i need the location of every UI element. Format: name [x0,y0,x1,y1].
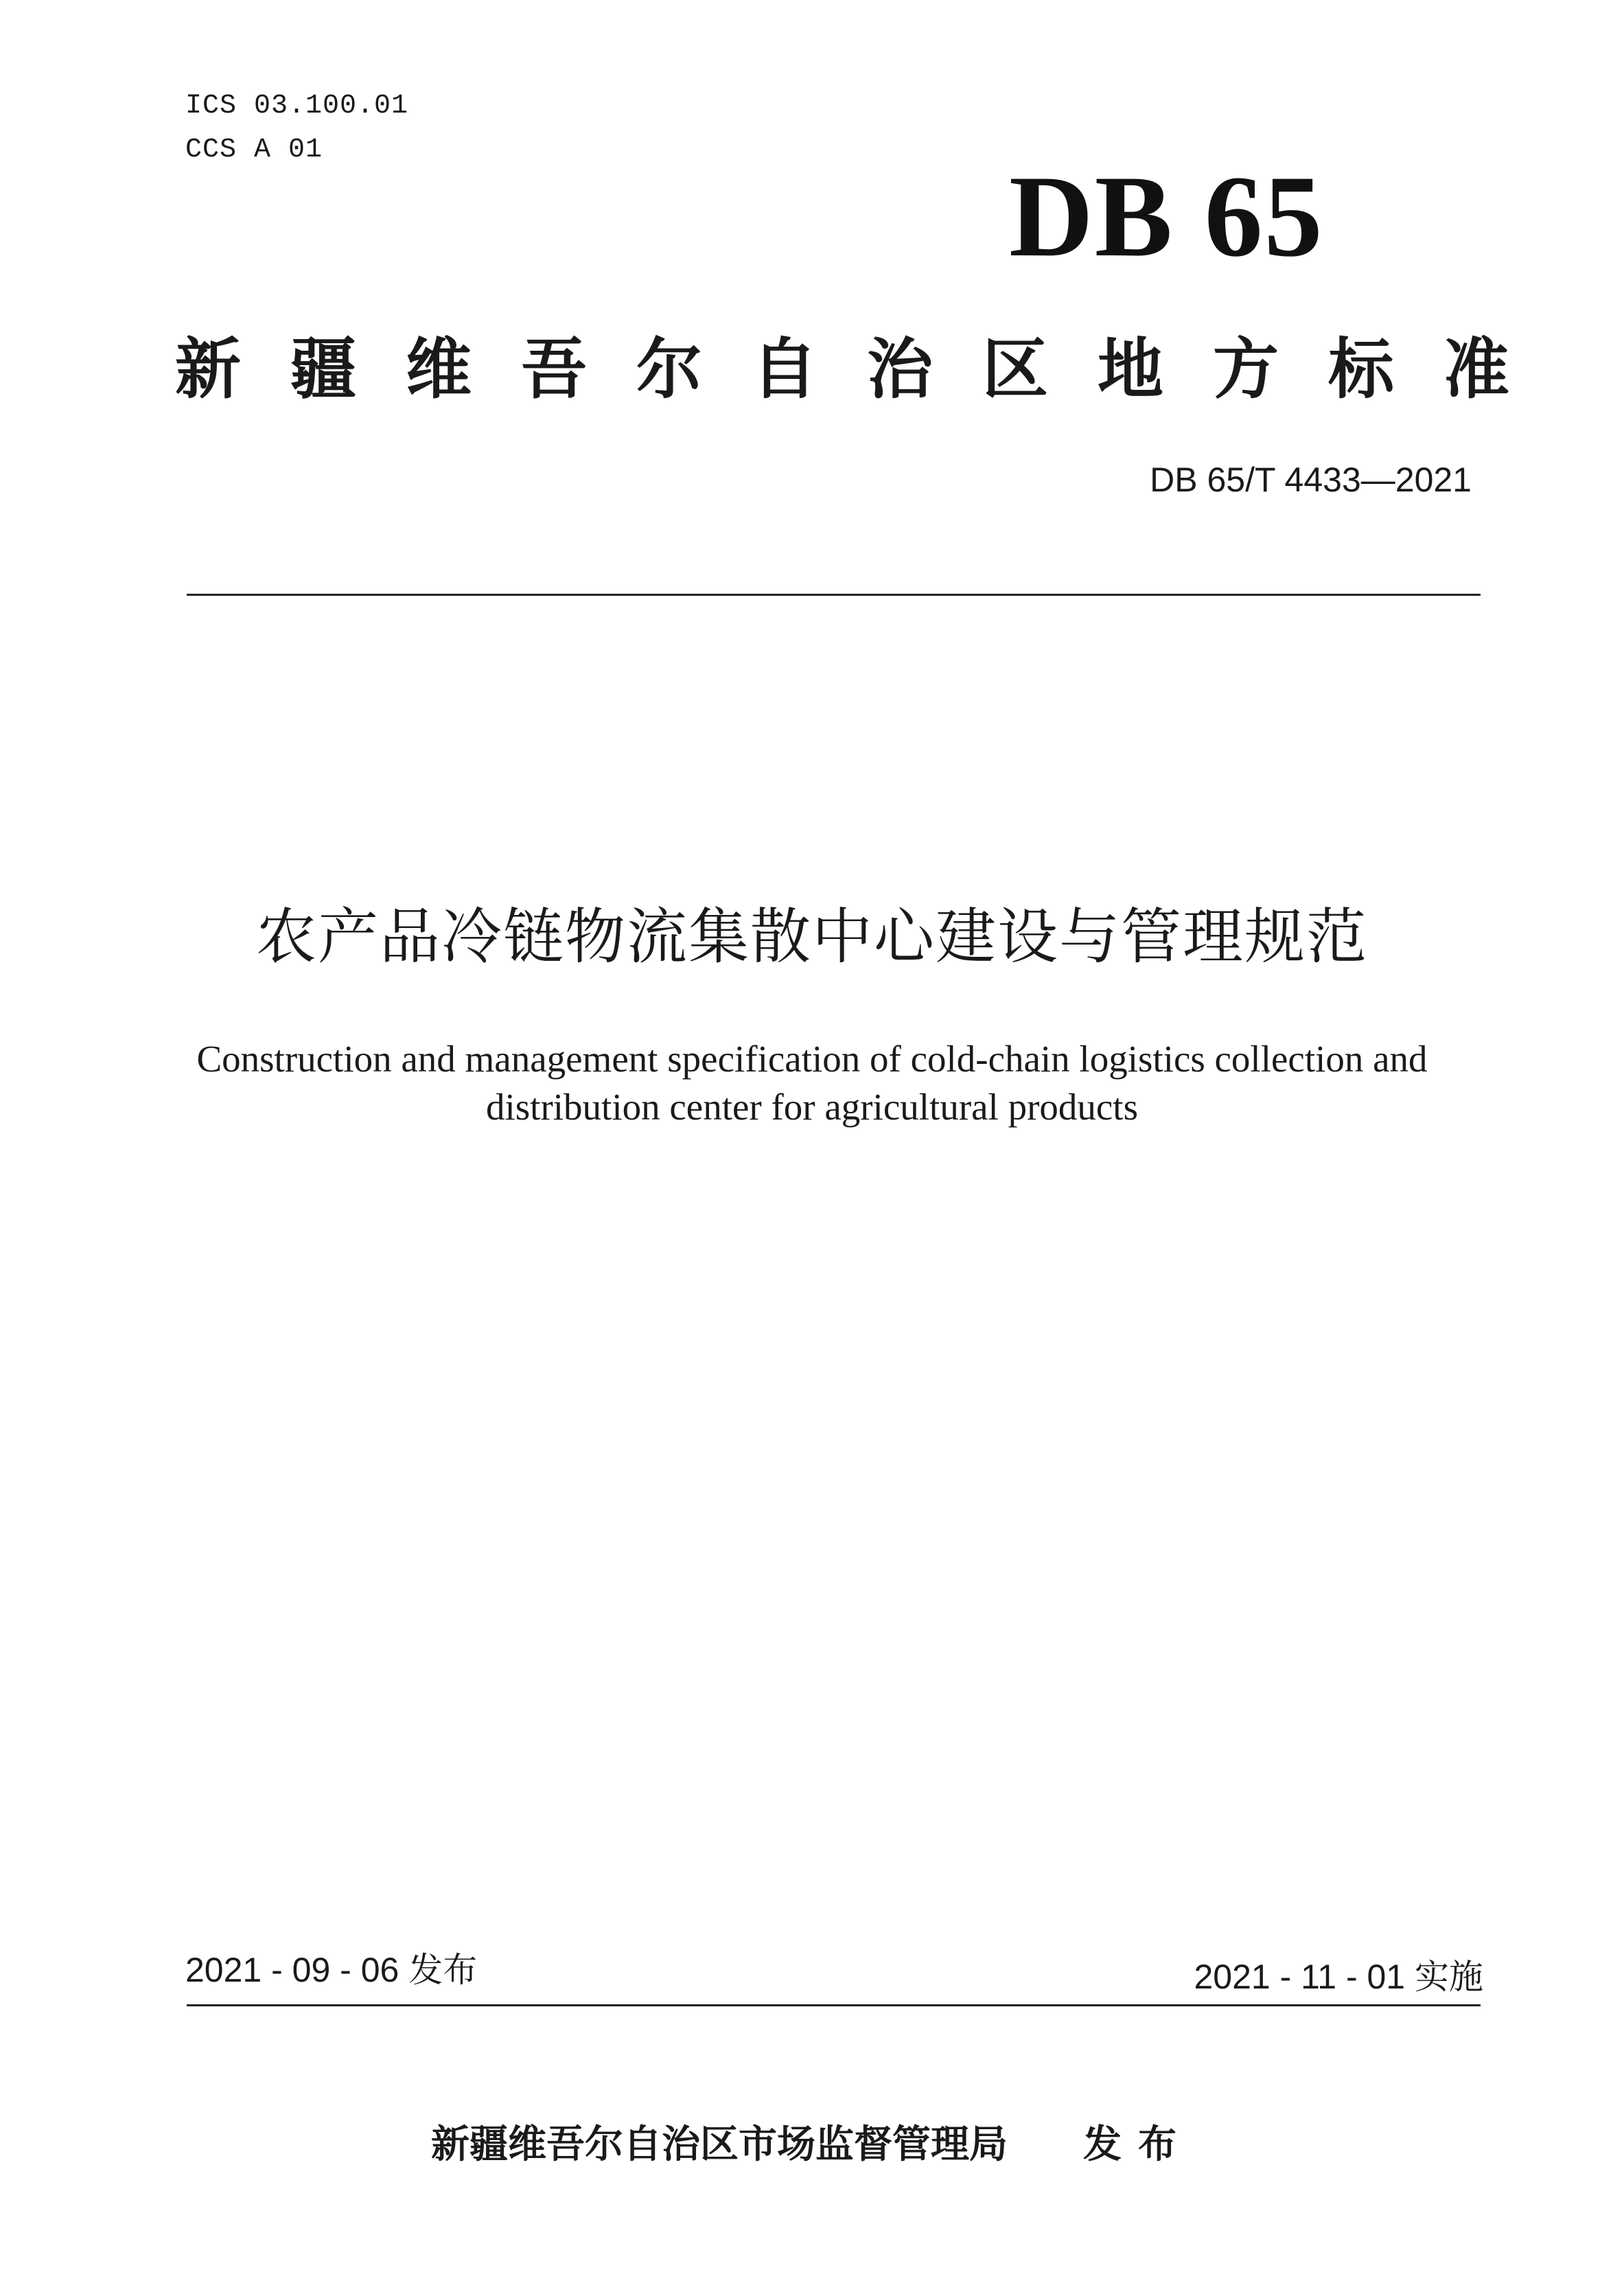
ics-label: ICS [185,91,237,121]
publisher-line [0,2114,1624,2169]
header-divider [187,594,1481,596]
ics-code: 03.100.01 [254,91,409,121]
document-title-cn: 农产品冷链物流集散中心建设与管理规范 [255,901,1368,972]
publisher-name: 新疆维吾尔自治区市场监督管理局 [431,2122,1008,2167]
standard-type-heading: 新疆维吾尔自治区地方标准 [175,331,1559,408]
issue-date: 2021 - 09 - 06 发布 [185,1951,478,1989]
document-title-en-line-2: distribution center for agricultural products [486,1086,1138,1128]
db65-logo: DB 65 [1009,152,1324,281]
publisher-action: 发布 [1083,2122,1193,2167]
footer-divider [187,2004,1481,2006]
implementation-date: 2021 - 11 - 01 实施 [1194,1958,1483,1996]
ccs-label: CCS [185,135,237,165]
ccs-code-line [185,135,323,165]
ics-code-line [185,91,408,121]
ccs-code: A 01 [254,135,323,165]
document-title-en-line-1: Construction and management specification of cold-chain logistics collection and [196,1038,1428,1080]
standard-number: DB 65/T 4433—2021 [1150,461,1472,499]
